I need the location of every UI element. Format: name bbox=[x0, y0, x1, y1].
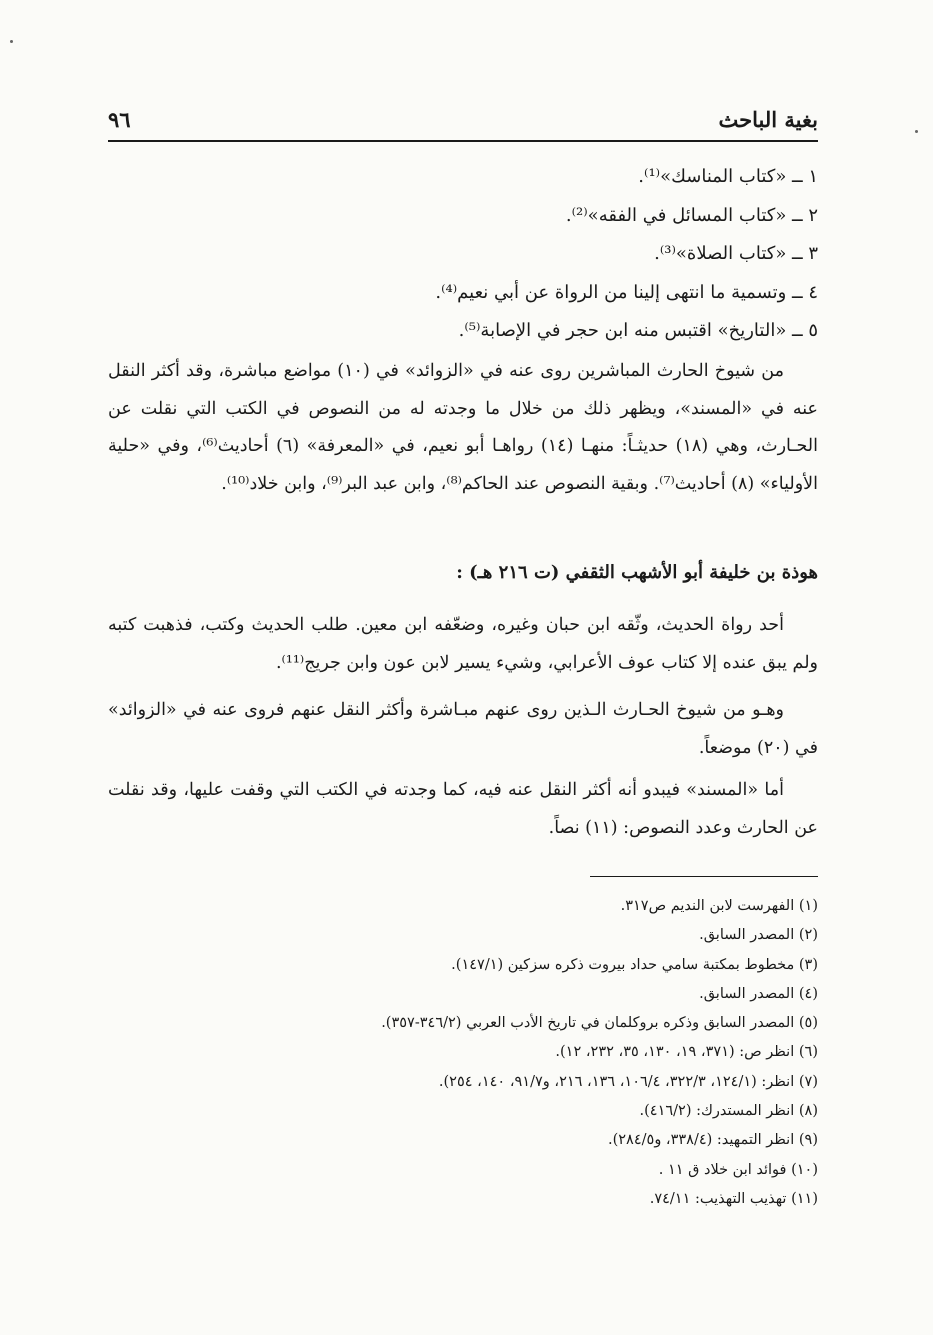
works-list bbox=[108, 158, 818, 351]
running-title: بغية الباحث bbox=[718, 107, 818, 132]
body-paragraph: من شيوخ الحارث المباشرين روى عنه في «الزوائد» في (١٠) مواضع مباشرة، وقد أكثر النقل عنه في «المسند»، ويظهر ذلك من خلال ما وجدته له من النصوص في الكتب التي نقلت عن الحـارث، وهي (١٨) حديثـاً: منهـا (١٤) رواهـا أبو نعيم، في «المعرفة» (٦) أحاديث⁽⁶⁾، وفي «حلية الأولياء» (٨) أحاديث⁽⁷⁾. وبقية النصوص عند الحاكم⁽⁸⁾، وابن عبد البر⁽⁹⁾، وابن خلاد⁽¹⁰⁾. bbox=[108, 361, 818, 494]
page-header bbox=[108, 92, 818, 132]
footnote: (٨) انظر المستدرك: (٤١٦/٢). bbox=[639, 1103, 818, 1120]
footnotes-list bbox=[108, 892, 818, 1214]
works-list-item: ٢ ــ «كتاب المسائل في الفقه»⁽²⁾. bbox=[565, 204, 818, 226]
body-paragraph: أحد رواة الحديث، وثّقه ابن حبان وغيره، وضعّفه ابن معين. طلب الحديث وكتب، فذهبت كتبه ولم يبق عنده إلا كتاب عوف الأعرابي، وشيء يسير لابن عون وابن جريج⁽¹¹⁾. bbox=[108, 615, 818, 673]
footnote: (٢) المصدر السابق. bbox=[699, 927, 818, 944]
footnote: (٥) المصدر السابق وذكره بروكلمان في تاريخ الأدب العربي (٣٤٦/٢-٣٥٧). bbox=[381, 1015, 818, 1032]
page-number: ٩٦ bbox=[108, 107, 131, 132]
footnote: (٧) انظر: (١٢٤/١، ٣٢٢/٣، ١٠٦/٤، ١٣٦، ٢١٦، و٩١/٧، ١٤٠، ٢٥٤). bbox=[438, 1073, 818, 1090]
works-list-item: ٣ ــ «كتاب الصلاة»⁽³⁾. bbox=[654, 243, 818, 264]
section-heading: هوذة بن خليفة أبو الأشهب الثقفي (ت ٢١٦ هـ) : bbox=[456, 562, 818, 583]
footnote: (٤) المصدر السابق. bbox=[699, 985, 818, 1002]
footnote: (١٠) فوائد ابن خلاد ق ١١ . bbox=[658, 1161, 818, 1178]
footnote: (٩) انظر التمهيد: (٣٣٨/٤، و٢٨٤/٥). bbox=[607, 1132, 818, 1149]
footnote: (١) الفهرست لابن النديم ص٣١٧. bbox=[620, 898, 818, 914]
works-list-item: ١ ــ «كتاب المناسك»⁽¹⁾. bbox=[638, 166, 818, 187]
body-paragraph: أما «المسند» فيبدو أنه أكثر النقل عنه فيه، كما وجدته في الكتب التي وقفت عليها، وقد نقلت عن الحارث وعدد النصوص: (١١) نصاً. bbox=[108, 780, 818, 838]
works-list-item: ٥ ــ «التاريخ» اقتبس منه ابن حجر في الإصابة⁽⁵⁾. bbox=[458, 320, 818, 341]
footnote-rule bbox=[590, 876, 818, 877]
header-rule bbox=[108, 140, 818, 142]
footnote: (١١) تهذيب التهذيب: ٧٤/١١. bbox=[649, 1190, 818, 1207]
body-paragraph: وهـو من شيوخ الحـارث الـذين روى عنهم مبـاشرة وأكثر النقل عنهم فروى عنه في «الزوائد» في (٢٠) موضعاً. bbox=[108, 700, 818, 758]
footnote: (٣) مخطوط بمكتبة سامي حداد بيروت ذكره سزكين (١٤٧/١). bbox=[451, 956, 818, 973]
scan-speck bbox=[10, 40, 13, 43]
footnote: (٦) انظر ص: (٣٧١، ١٩، ١٣٠، ٣٥، ٢٣٢، ١٢). bbox=[555, 1044, 818, 1061]
scan-speck bbox=[915, 130, 918, 133]
works-list-item: ٤ ــ وتسمية ما انتهى إلينا من الرواة عن أبي نعيم⁽⁴⁾. bbox=[435, 281, 818, 303]
